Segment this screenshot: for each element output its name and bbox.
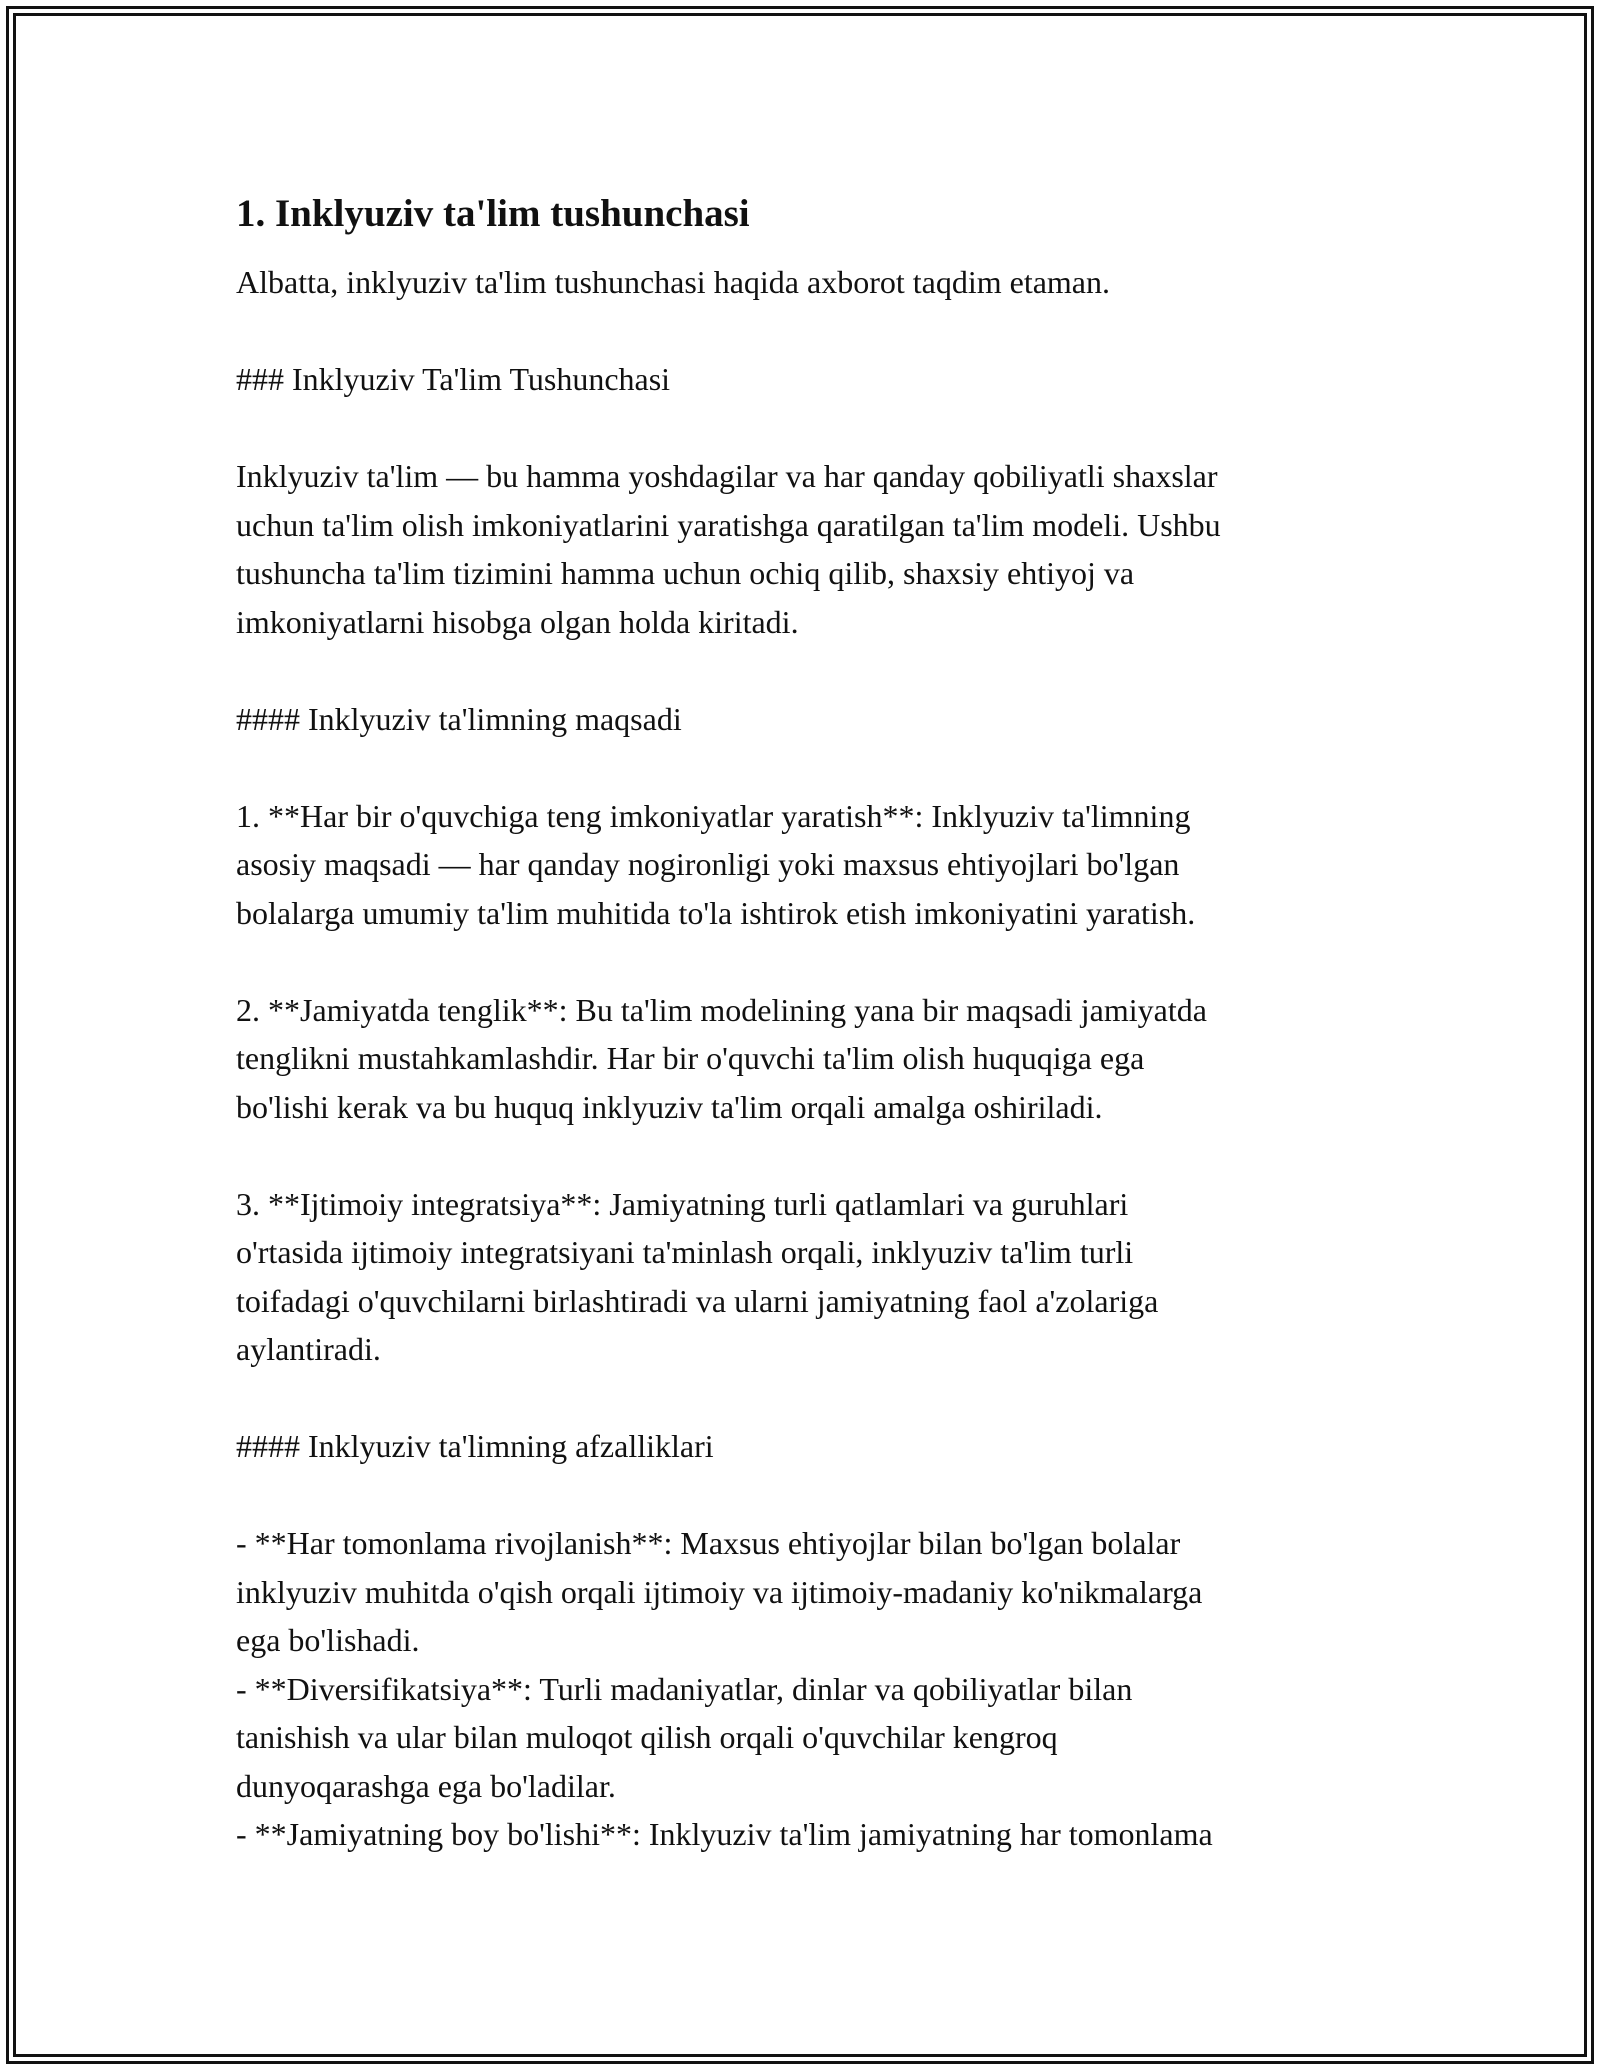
section-heading-goals: #### Inklyuziv ta'limning maqsadi — [236, 700, 682, 737]
document-body — [236, 190, 1396, 1859]
intro-paragraph: Albatta, inklyuziv ta'lim tushunchasi haqida axborot taqdim etaman. — [236, 264, 1110, 300]
definition-paragraph: Inklyuziv ta'lim — bu hamma yoshdagilar va har qanday qobiliyatli shaxslar uchun ta'lim olish imkoniyatlarini yaratishga qaratilgan ta'lim modeli. Ushbu tushuncha ta'lim tizimini hamma uchun ochiq qilib, shaxsiy ehtiyoj va imkoniyatlarni hisobga olgan holda kiritadi. — [236, 458, 1221, 640]
section-heading-benefits: #### Inklyuziv ta'limning afzalliklari — [236, 1428, 714, 1464]
section-heading-concept: ### Inklyuziv Ta'lim Tushunchasi — [236, 361, 671, 397]
goal-item-2: 2. **Jamiyatda tenglik**: Bu ta'lim modelining yana bir maqsadi jamiyatda tenglikni mustahkamlashdir. Har bir o'quvchi ta'lim olish huquqiga ega bo'lishi kerak va bu huquq inklyuziv ta'lim orqali amalga oshiriladi. — [236, 991, 1207, 1125]
goal-item-3: 3. **Ijtimoiy integratsiya**: Jamiyatning turli qatlamlari va guruhlari o'rtasida ijtimoiy integratsiyani ta'minlash orqali, inklyuziv ta'lim turli toifadagi o'quvchilarni birlashtiradi va ularni jamiyatning faol a'zolariga aylantiradi. — [236, 1185, 1159, 1367]
document-title: 1. Inklyuziv ta'lim tushunchasi — [236, 192, 750, 235]
goal-item-1: 1. **Har bir o'quvchiga teng imkoniyatlar yaratish**: Inklyuziv ta'limning asosiy maqsadi — har qanday nogironligi yoki maxsus ehtiyojlari bo'lgan bolalarga umumiy ta'lim muhitida to'la ishtirok etish imkoniyatini yaratish. — [236, 797, 1196, 931]
benefit-item-3: - **Jamiyatning boy bo'lishi**: Inklyuziv ta'lim jamiyatning har tomonlama — [236, 1816, 1213, 1852]
benefit-item-1: - **Har tomonlama rivojlanish**: Maxsus ehtiyojlar bilan bo'lgan bolalar inklyuziv muhitda o'qish orqali ijtimoiy va ijtimoiy-madaniy ko'nikmalarga ega bo'lishadi. — [236, 1525, 1203, 1658]
benefit-item-2: - **Diversifikatsiya**: Turli madaniyatlar, dinlar va qobiliyatlar bilan tanishish va ular bilan muloqot qilish orqali o'quvchilar kengroq dunyoqarashga ega bo'ladilar. — [236, 1670, 1133, 1804]
